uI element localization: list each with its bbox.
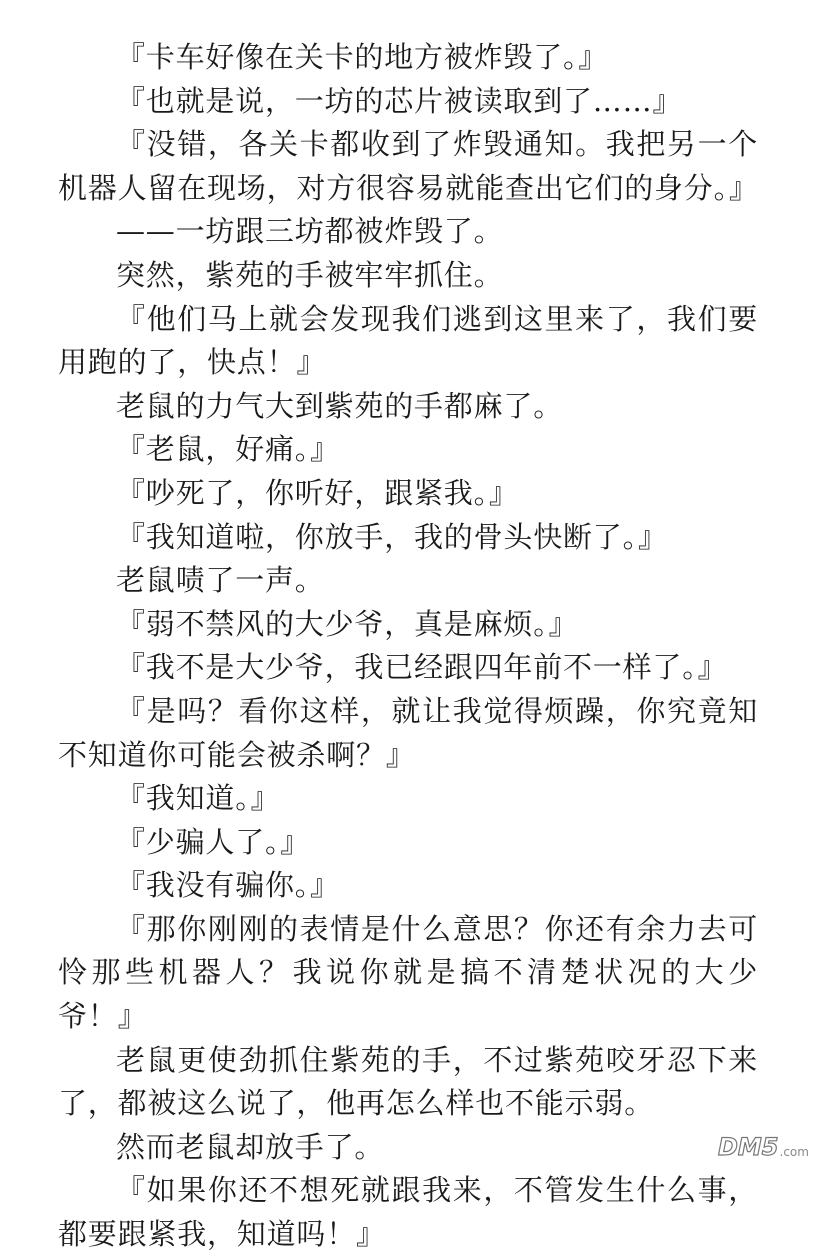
paragraph: 『也就是说，一坊的芯片被读取到了……』 [116,83,683,118]
paragraph: 老鼠啧了一声。 [116,563,325,598]
paragraph: 『我知道啦，你放手，我的骨头快断了。』 [116,519,668,554]
paragraph: 『少骗人了。』 [116,824,311,859]
watermark-brand: DM5 [718,1133,779,1161]
paragraph: 『老鼠，好痛。』 [116,432,340,467]
paragraph: 『弱不禁风的大少爷，真是麻烦。』 [116,606,579,641]
paragraph: 『那你刚刚的表情是什么意思？你还有余力去可怜那些机器人？我说你就是搞不清楚状况的大少爷！』 [58,911,758,1034]
paragraph: 『没错，各关卡都收到了炸毁通知。我把另一个机器人留在现场，对方很容易就能查出它们的身分。』 [58,127,759,205]
paragraph: 老鼠的力气大到紫苑的手都麻了。 [116,388,564,423]
paragraph: 『是吗？看你这样，就让我觉得烦躁，你究竟知不知道你可能会被杀啊？』 [58,693,758,772]
paragraph: 老鼠更使劲抓住紫苑的手，不过紫苑咬牙忍下来了，都被这么说了，他再怎么样也不能示弱。 [58,1042,758,1121]
paragraph: 『吵死了，你听好，跟紧我。』 [116,475,519,510]
paragraph: 『如果你还不想死就跟我来，不管发生什么事，都要跟紧我，知道吗！』 [58,1173,758,1252]
text-body [58,36,758,1257]
site-watermark-logo [718,1131,810,1159]
paragraph: 『我不是大少爷，我已经跟四年前不一样了。』 [116,650,728,685]
paragraph: 然而老鼠却放手了。 [116,1129,385,1164]
watermark-domain: .com [779,1145,809,1159]
paragraph: 『他们马上就会发现我们逃到这里来了，我们要用跑的了，快点！』 [58,301,758,380]
paragraph: 『我没有骗你。』 [116,868,340,903]
paragraph: 『我知道。』 [116,781,281,816]
paragraph: 突然，紫苑的手被牢牢抓住。 [116,257,504,292]
paragraph: ——一坊跟三坊都被炸毁了。 [116,214,504,249]
paragraph: 『卡车好像在关卡的地方被炸毁了。』 [116,40,609,74]
